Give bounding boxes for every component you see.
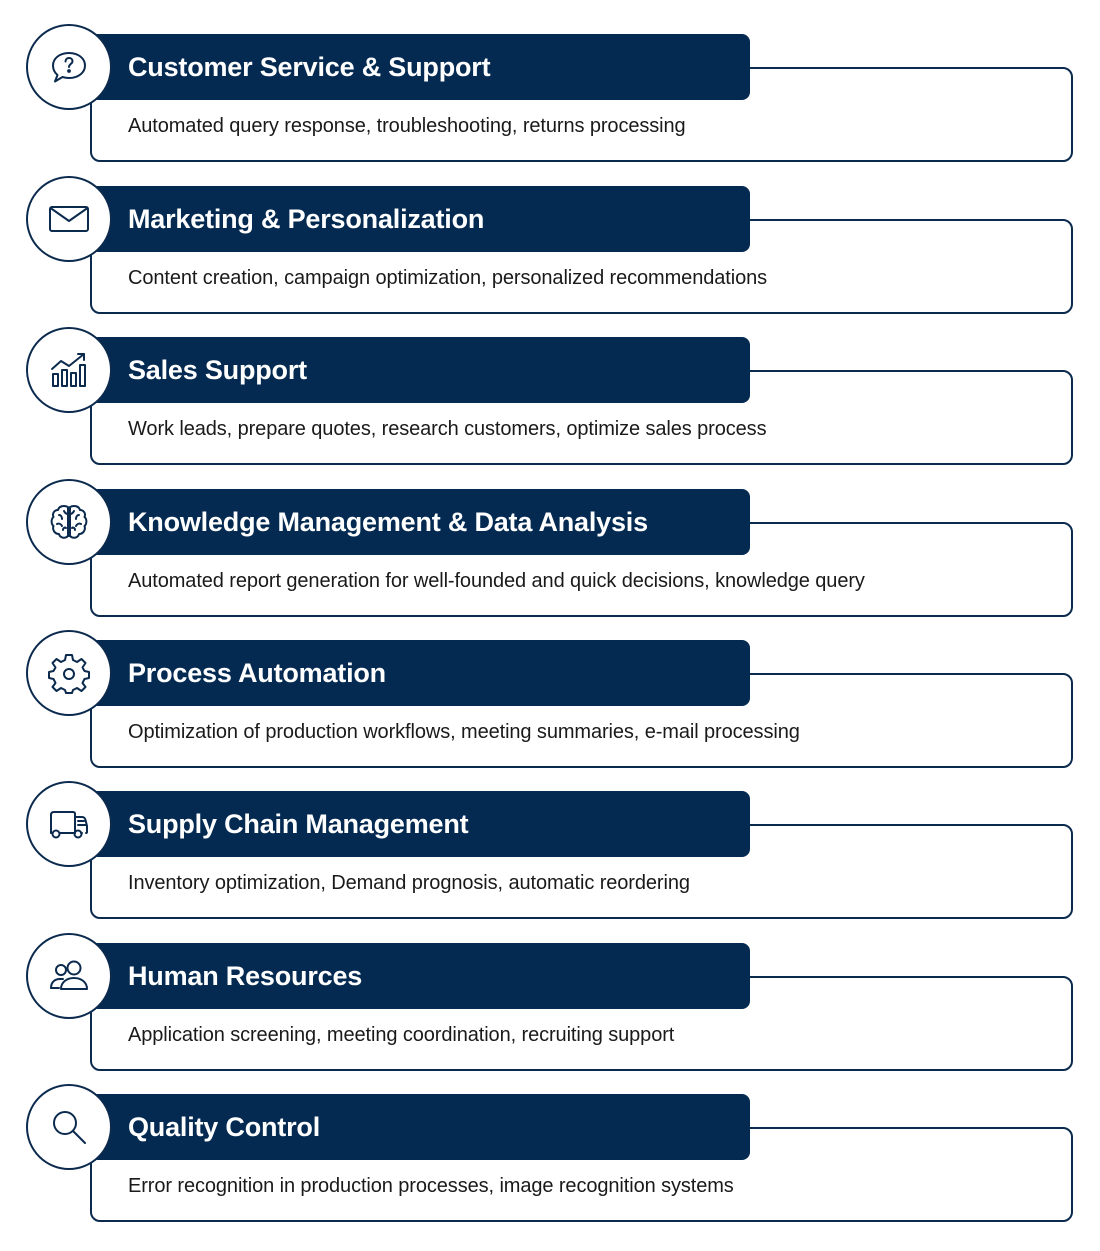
- brain-icon: [26, 479, 112, 565]
- envelope-icon: [26, 176, 112, 262]
- use-case-human-resources: [0, 909, 1100, 1049]
- magnifier-icon: [26, 1084, 112, 1170]
- use-case-title: Knowledge Management & Data Analysis: [128, 506, 648, 537]
- use-case-title: Supply Chain Management: [128, 808, 469, 839]
- use-case-title: Human Resources: [128, 960, 363, 991]
- title-bar: [90, 1094, 750, 1160]
- use-case-description: Error recognition in production processes, image recognition systems: [128, 1175, 734, 1197]
- speech-bubble-question-icon: [26, 24, 112, 110]
- use-case-supply-chain: [0, 757, 1100, 897]
- title-bar: [90, 791, 750, 857]
- title-bar: [90, 34, 750, 100]
- title-bar: [90, 186, 750, 252]
- gear-icon: [26, 630, 112, 716]
- use-case-title: Sales Support: [128, 354, 307, 385]
- use-case-title: Process Automation: [128, 657, 386, 688]
- use-case-description: Inventory optimization, Demand prognosis, automatic reordering: [128, 872, 690, 894]
- use-case-description: Content creation, campaign optimization, personalized recommendations: [128, 267, 768, 289]
- people-icon: [26, 933, 112, 1019]
- use-case-description: Optimization of production workflows, meeting summaries, e-mail processing: [128, 721, 800, 743]
- use-case-customer-service: [0, 0, 1100, 140]
- use-case-process-automation: [0, 606, 1100, 746]
- use-case-quality-control: [0, 1060, 1100, 1200]
- use-case-description: Automated query response, troubleshooting, returns processing: [128, 115, 686, 137]
- use-case-marketing: [0, 152, 1100, 292]
- use-case-title: Customer Service & Support: [128, 51, 491, 82]
- title-bar: [90, 337, 750, 403]
- use-case-title: Quality Control: [128, 1111, 320, 1142]
- title-bar: [90, 489, 750, 555]
- use-case-knowledge: [0, 455, 1100, 595]
- bar-chart-trend-icon: [26, 327, 112, 413]
- use-case-description: Application screening, meeting coordination, recruiting support: [128, 1024, 675, 1046]
- use-case-title: Marketing & Personalization: [128, 203, 485, 234]
- use-case-description: Automated report generation for well-founded and quick decisions, knowledge query: [128, 570, 865, 592]
- use-case-sales: [0, 303, 1100, 443]
- title-bar: [90, 943, 750, 1009]
- title-bar: [90, 640, 750, 706]
- use-case-description: Work leads, prepare quotes, research customers, optimize sales process: [128, 418, 767, 440]
- delivery-truck-icon: [26, 781, 112, 867]
